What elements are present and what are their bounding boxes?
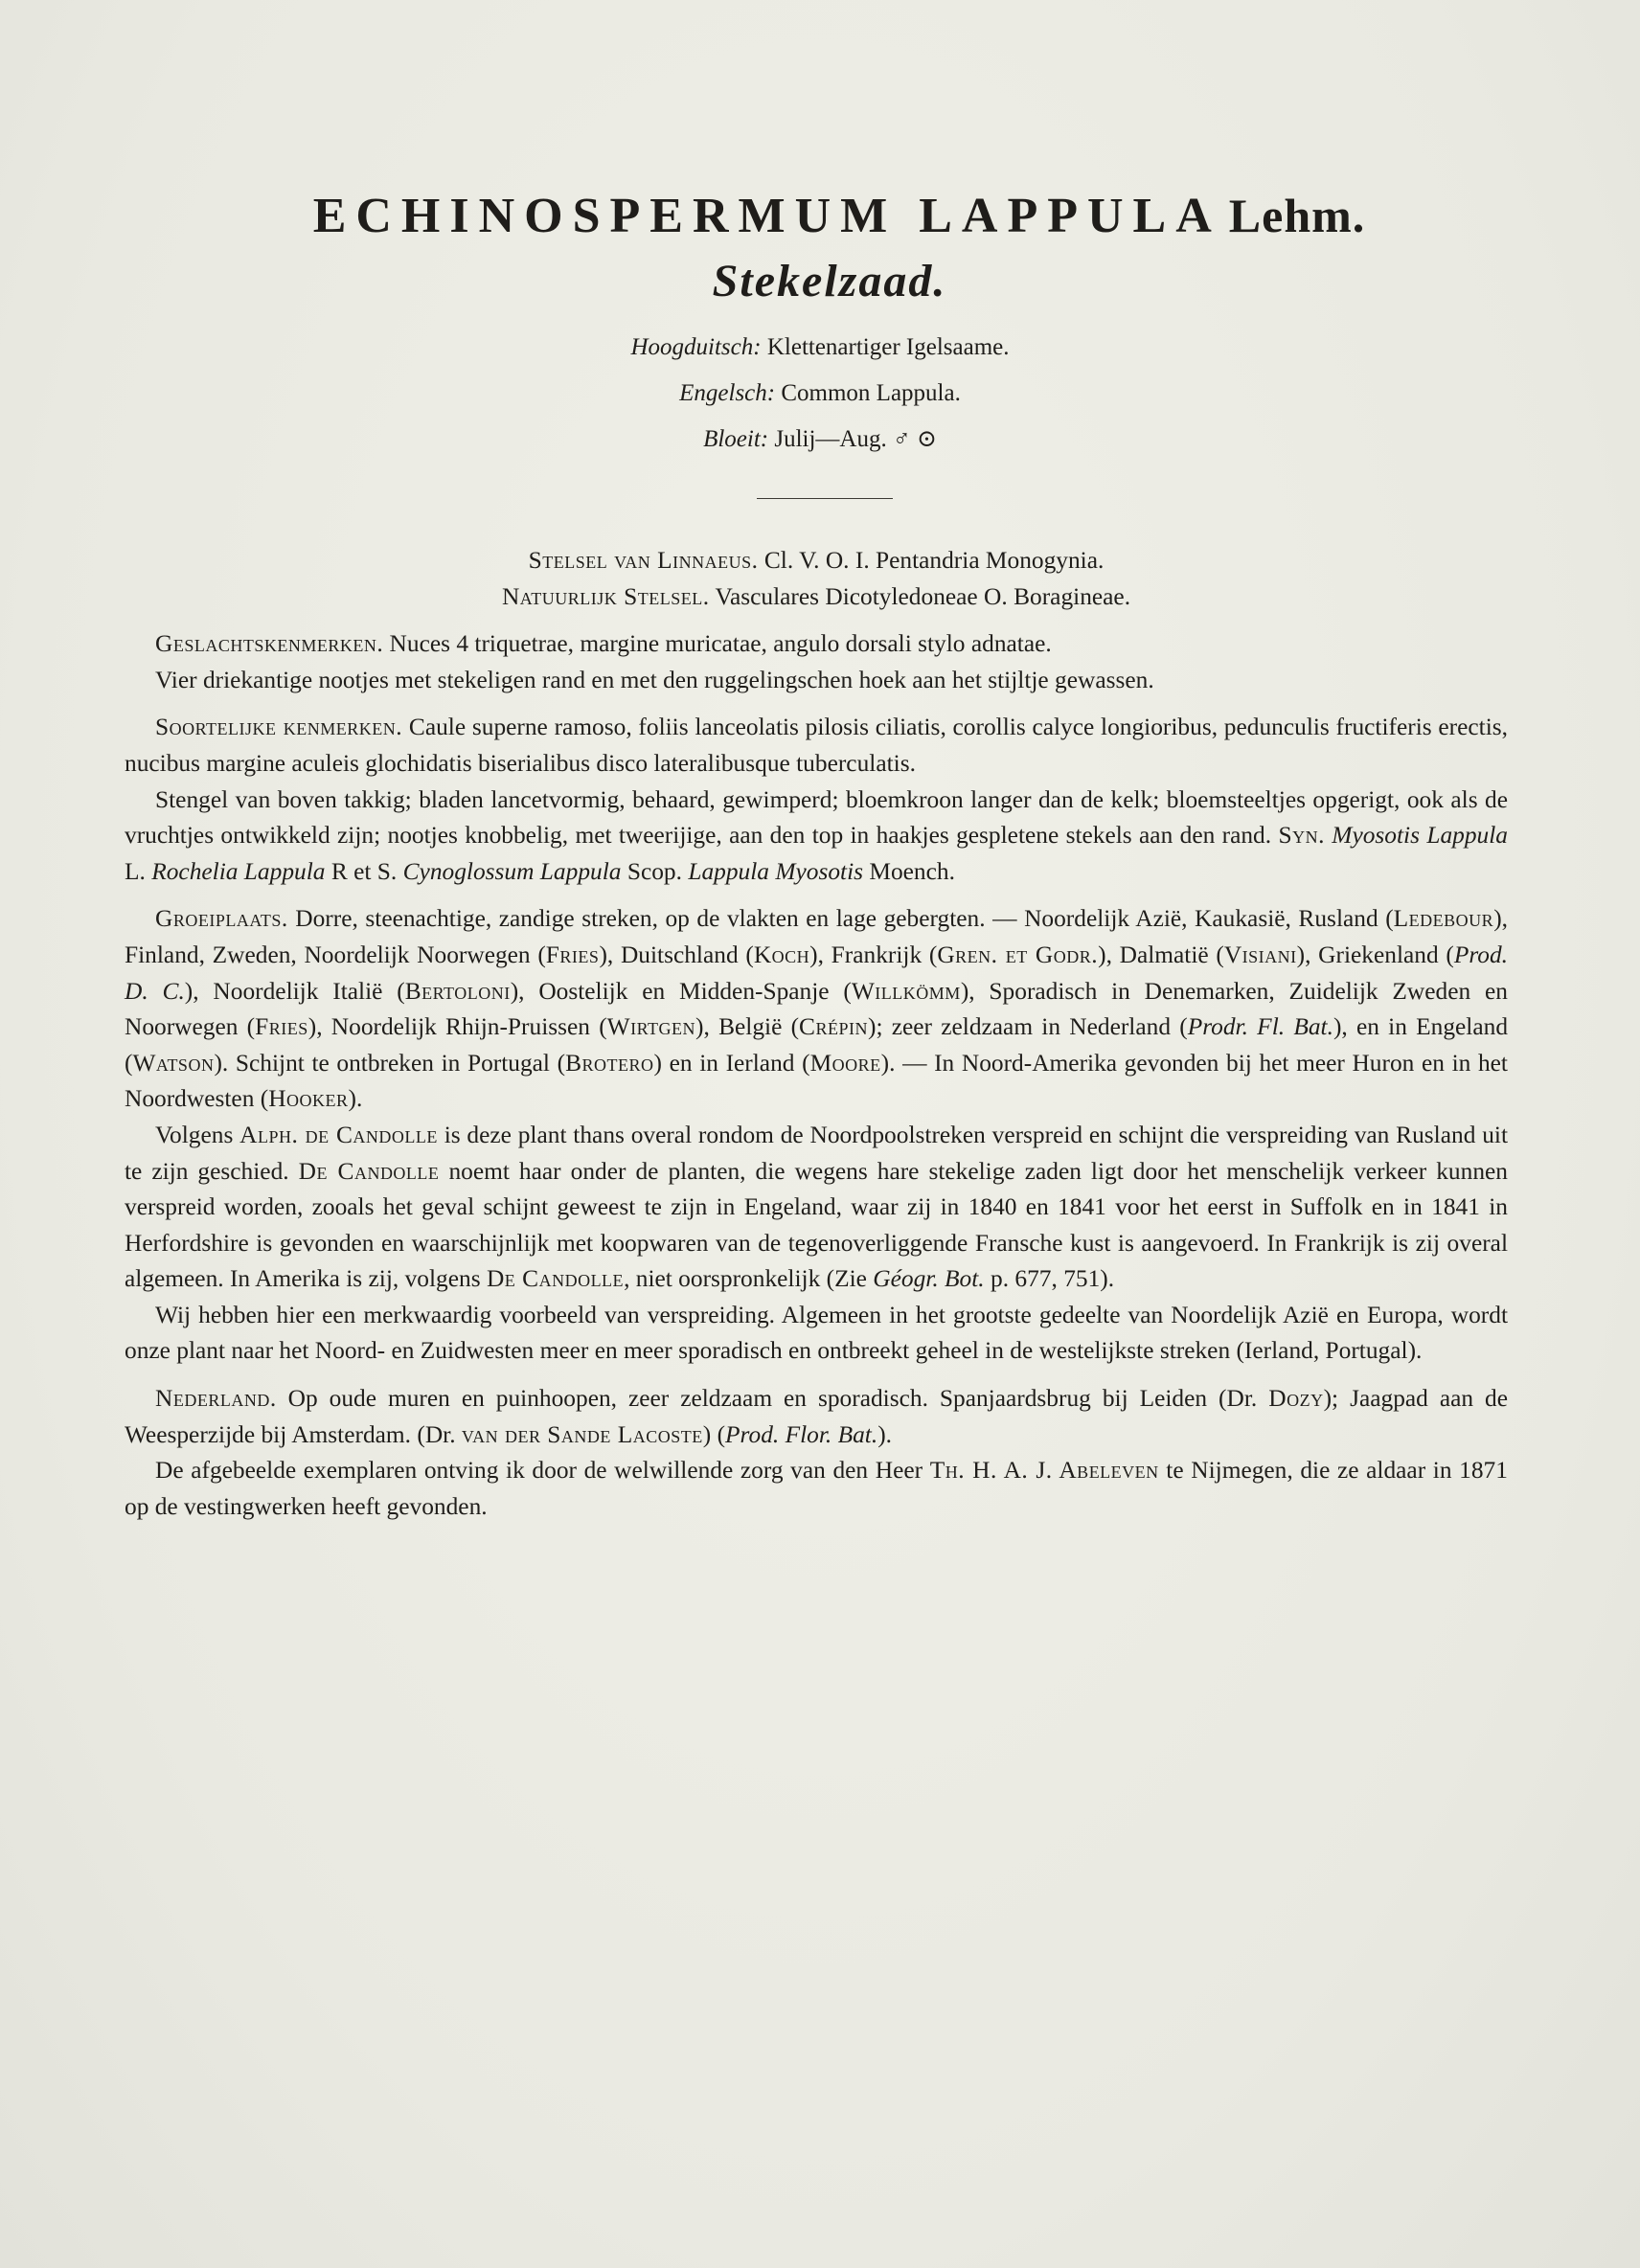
habitat-text: ), Griekenland (	[1296, 941, 1454, 968]
divider-rule	[757, 498, 893, 499]
species-dutch: Stengel van boven takkig; bladen lancetvormig, behaard, gewimperd; bloemkroon langer dan de kelk; bloemsteeltjes opgerigt, ook als de vruchtjes ontwikkeld zijn; nootjes knobbelig, met tweerijige, aan den top in haakjes gespletene stekels aan den rand.	[125, 785, 1508, 850]
flowering-value: Julij—Aug. ♂ ⊙	[774, 426, 937, 452]
citation-alph-de-candolle: Alph. de Candolle	[239, 1121, 438, 1148]
citation-abeleven: Th. H. A. J. Abeleven	[929, 1457, 1159, 1485]
citation-de-candolle: De Candolle	[486, 1265, 625, 1293]
german-name-line	[0, 325, 1640, 371]
habitat-text: ).	[348, 1085, 363, 1113]
candolle-text: is deze plant thans overal rondom de Noordpoolstreken verspreid en schijnt die verspreiding van Rusland uit te zijn geschied.	[125, 1121, 1508, 1185]
synonym-2-author: R et S.	[330, 857, 398, 885]
citation-prod-dc: Prod. D. C.	[125, 941, 1509, 1005]
linnaeus-value: Cl. V. O. I. Pentandria Monogynia.	[763, 547, 1105, 574]
german-name: Klettenartiger Igelsaame.	[766, 334, 1010, 360]
citation-wirtgen: Wirtgen	[606, 1013, 696, 1041]
english-name: Common Lappula.	[781, 380, 961, 406]
syn-label: Syn.	[1278, 822, 1325, 850]
habitat-text: ), en in Engeland (	[125, 1013, 1509, 1077]
natural-value: Vasculares Dicotyledoneae O. Boragineae.	[715, 582, 1131, 610]
body-text	[125, 543, 1508, 1525]
habitat-text: ). Schijnt te ontbreken in Portugal (	[214, 1049, 566, 1077]
flowering-line	[0, 417, 1640, 463]
habitat-text: ), Frankrijk (	[809, 941, 938, 968]
natural-system	[125, 579, 1508, 616]
species-characters-latin	[125, 710, 1508, 782]
netherlands-text: ) (	[702, 1420, 726, 1448]
species-name: ECHINOSPERMUM LAPPULA	[312, 189, 1221, 243]
synonym-3-author: Scop.	[626, 857, 682, 885]
netherlands-text: ).	[877, 1420, 893, 1448]
spread-paragraph: Wij hebben hier een merkwaardig voorbeeld van verspreiding. Algemeen in het grootste gedeelte van Noordelijk Azië en Europa, wordt onze plant naar het Noord- en Zuidwesten meer en meer sporadisch en ontbreekt geheel in de westelijkste streken (Ierland, Portugal).	[125, 1301, 1508, 1365]
habitat-label: Groeiplaats.	[155, 905, 288, 933]
specimens-text: De afgebeelde exemplaren ontving ik door de welwillende zorg van den Heer	[155, 1457, 923, 1485]
citation-ledebour: Ledebour	[1393, 905, 1494, 933]
common-names	[0, 325, 1640, 463]
synonym-4: Lappula Myosotis	[688, 857, 864, 885]
citation-prodr-fl-bat: Prodr. Fl. Bat.	[1187, 1013, 1333, 1041]
habitat-text: ), België (	[695, 1013, 800, 1041]
german-label: Hoogduitsch:	[630, 334, 762, 360]
candolle-text: noemt haar onder de planten, die wegens hare stekelige zaden ligt door het menschelijk verkeer kunnen verspreid worden, zooals het geval schijnt geweest te zijn in Engeland, waar zij in 1840 en 1841 voor het eerst in Suffolk en in 1841 in Herfordshire is gevonden en waarschijnlijk met koopwaren van de tegenoverliggende Fransche kust is aangevoerd. In Frankrijk is zij overal algemeen. In Amerika is zij, volgens	[125, 1157, 1508, 1293]
english-label: Engelsch:	[679, 380, 776, 406]
species-label: Soortelijke kenmerken.	[155, 714, 403, 741]
linnaeus-label: Stelsel van Linnaeus.	[528, 547, 759, 574]
citation-crepin: Crépin	[799, 1013, 868, 1041]
habitat-text: Dorre, steenachtige, zandige streken, op de vlakten en lage gebergten. — Noordelijk Azië, Kaukasië, Rusland (	[295, 905, 1394, 933]
citation-geogr-bot: Géogr. Bot.	[873, 1265, 985, 1293]
habitat-text: ), Duitschland (	[599, 941, 754, 968]
genus-label: Geslachtskenmerken.	[155, 630, 384, 658]
synonym-1: Myosotis Lappula	[1332, 822, 1508, 850]
citation-brotero: Brotero	[565, 1049, 654, 1077]
genus-characters-dutch: Vier driekantige nootjes met stekeligen rand en met den ruggelingschen hoek aan het stijltje gewassen.	[155, 666, 1154, 693]
habitat-text: ); zeer zeldzaam in Nederland (	[868, 1013, 1188, 1041]
specimens-text: te Nijmegen, die ze aldaar in 1871 op de vestingwerken heeft gevonden.	[125, 1457, 1508, 1520]
citation-visiani: Visiani	[1223, 941, 1297, 968]
habitat-paragraph	[125, 901, 1508, 1118]
candolle-text: p. 677, 751).	[991, 1265, 1115, 1293]
citation-de-candolle: De Candolle	[298, 1157, 440, 1185]
linnaeus-system	[125, 543, 1508, 579]
citation-hooker: Hooker	[268, 1085, 349, 1113]
species-characters-dutch	[125, 782, 1508, 891]
synonym-1-author: L.	[125, 857, 146, 885]
citation-fries: Fries	[545, 941, 600, 968]
habitat-text: ), Noordelijk Rhijn-Pruissen (	[308, 1013, 607, 1041]
synonym-3: Cynoglossum Lappula	[402, 857, 622, 885]
citation-prod-flor-bat: Prod. Flor. Bat.	[725, 1420, 878, 1448]
citation-koch: Koch	[753, 941, 810, 968]
candolle-paragraph	[125, 1118, 1508, 1298]
title-block	[0, 182, 1640, 463]
page-title	[38, 182, 1640, 250]
synonym-4-author: Moench.	[869, 857, 955, 885]
genus-latin: Nuces 4 triquetrae, margine muricatae, angulo dorsali stylo adnatae.	[389, 630, 1052, 658]
citation-bertoloni: Bertoloni	[404, 977, 511, 1005]
citation-willkomm: Willkömm	[851, 977, 961, 1005]
habitat-text: ), Noordelijk Italië (	[184, 977, 405, 1005]
habitat-text: ), Sporadisch in Denemarken, Zuidelijk Zweden en Noorwegen (	[125, 977, 1508, 1041]
citation-gren-godr: Gren. et Godr.	[937, 941, 1099, 968]
habitat-text: ) en in Ierland (	[653, 1049, 810, 1077]
citation-fries: Fries	[255, 1013, 308, 1041]
netherlands-label: Nederland.	[155, 1385, 277, 1413]
netherlands-paragraph	[125, 1381, 1508, 1453]
species-author: Lehm.	[1228, 189, 1366, 242]
citation-van-der-sande-lacoste: van der Sande Lacoste	[461, 1420, 703, 1448]
natural-label: Natuurlijk Stelsel.	[501, 582, 710, 610]
synonym-2: Rochelia Lappula	[151, 857, 326, 885]
flowering-label: Bloeit:	[703, 426, 769, 452]
habitat-text: ), Oostelijk en Midden-Spanje (	[510, 977, 852, 1005]
habitat-text: ), Dalmatië (	[1098, 941, 1224, 968]
species-latin: Caule superne ramoso, foliis lanceolatis pilosis ciliatis, corollis calyce longioribus, pedunculis fructiferis erectis, nucibus margine aculeis glochidatis biserialibus disco lateralibusque tuberculatis.	[125, 714, 1509, 777]
citation-watson: Watson	[132, 1049, 215, 1077]
habitat-text: ), Finland, Zweden, Noordelijk Noorwegen (	[125, 905, 1508, 968]
citation-moore: Moore	[809, 1049, 881, 1077]
english-name-line	[0, 371, 1640, 417]
genus-characters-latin	[125, 626, 1508, 663]
candolle-text: , niet oorspronkelijk (Zie	[624, 1265, 867, 1293]
citation-dozy: Dozy	[1268, 1385, 1324, 1413]
candolle-text: Volgens	[155, 1121, 234, 1148]
specimens-paragraph	[125, 1453, 1508, 1525]
habitat-text: ). — In Noord-Amerika gevonden bij het meer Huron en in het Noordwesten (	[125, 1049, 1508, 1113]
netherlands-text: Op oude muren en puinhoopen, zeer zeldzaam en sporadisch. Spanjaardsbrug bij Leiden (Dr.	[287, 1385, 1258, 1413]
netherlands-text: ); Jaagpad aan de Weesperzijde bij Amsterdam. (Dr.	[125, 1385, 1509, 1448]
dutch-name: Stekelzaad.	[712, 256, 947, 306]
